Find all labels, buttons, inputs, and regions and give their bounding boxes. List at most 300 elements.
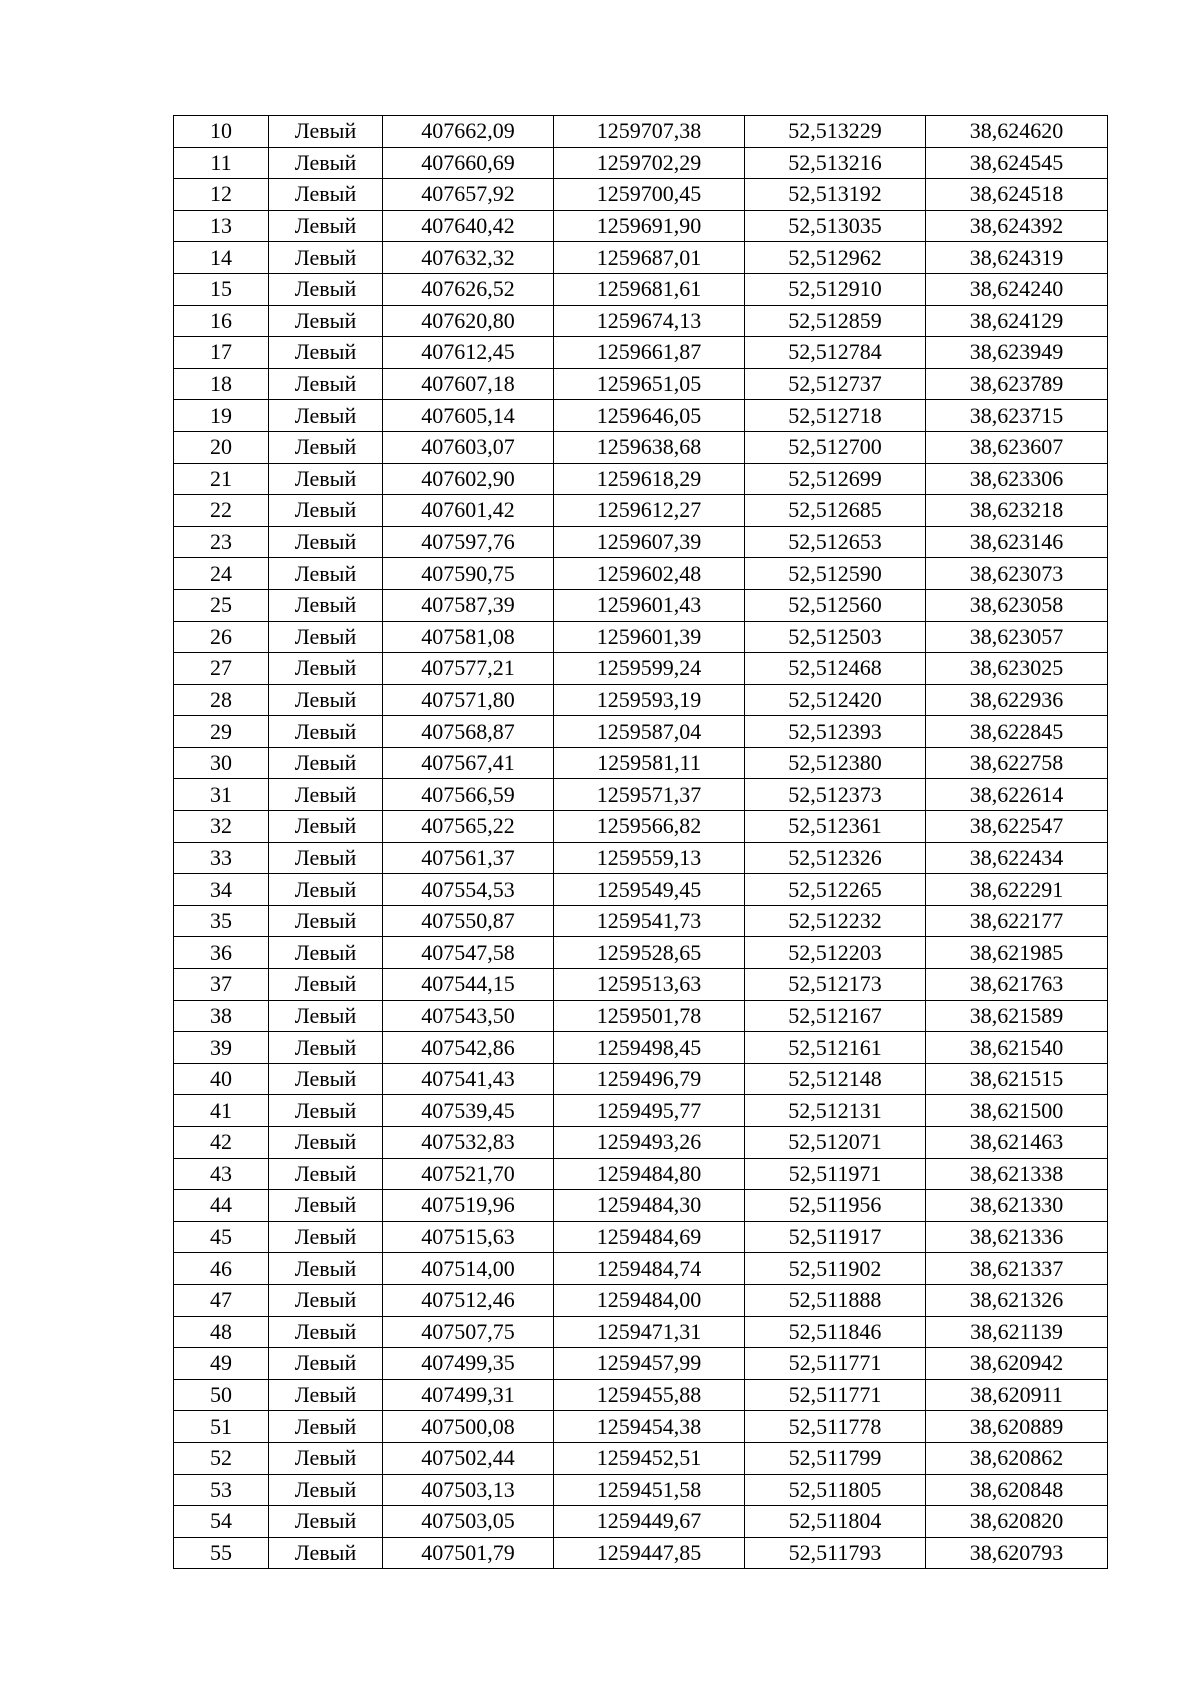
longitude-cell: 38,621500	[926, 1095, 1108, 1127]
point-number-cell: 17	[174, 337, 269, 369]
point-number-cell: 46	[174, 1253, 269, 1285]
table-row	[174, 305, 1108, 337]
point-number-cell: 21	[174, 463, 269, 495]
latitude-cell: 52,512420	[745, 684, 926, 716]
latitude-cell: 52,512910	[745, 273, 926, 305]
longitude-cell: 38,621463	[926, 1127, 1108, 1159]
x-coordinate-cell: 407507,75	[383, 1316, 554, 1348]
point-number-cell: 29	[174, 716, 269, 748]
table-row	[174, 1537, 1108, 1569]
side-cell: Левый	[269, 905, 383, 937]
table-row	[174, 779, 1108, 811]
side-cell: Левый	[269, 210, 383, 242]
point-number-cell: 42	[174, 1127, 269, 1159]
x-coordinate-cell: 407543,50	[383, 1000, 554, 1032]
point-number-cell: 33	[174, 842, 269, 874]
table-row	[174, 1284, 1108, 1316]
x-coordinate-cell: 407662,09	[383, 116, 554, 148]
side-cell: Левый	[269, 242, 383, 274]
latitude-cell: 52,511793	[745, 1537, 926, 1569]
point-number-cell: 20	[174, 431, 269, 463]
x-coordinate-cell: 407577,21	[383, 653, 554, 685]
point-number-cell: 24	[174, 558, 269, 590]
latitude-cell: 52,512148	[745, 1063, 926, 1095]
longitude-cell: 38,624620	[926, 116, 1108, 148]
table-row	[174, 653, 1108, 685]
longitude-cell: 38,622434	[926, 842, 1108, 874]
table-row	[174, 1411, 1108, 1443]
y-coordinate-cell: 1259691,90	[554, 210, 745, 242]
y-coordinate-cell: 1259449,67	[554, 1506, 745, 1538]
side-cell: Левый	[269, 400, 383, 432]
table-row	[174, 179, 1108, 211]
latitude-cell: 52,511902	[745, 1253, 926, 1285]
longitude-cell: 38,620820	[926, 1506, 1108, 1538]
side-cell: Левый	[269, 1000, 383, 1032]
latitude-cell: 52,511771	[745, 1348, 926, 1380]
side-cell: Левый	[269, 1158, 383, 1190]
side-cell: Левый	[269, 1474, 383, 1506]
latitude-cell: 52,511771	[745, 1379, 926, 1411]
y-coordinate-cell: 1259599,24	[554, 653, 745, 685]
longitude-cell: 38,622936	[926, 684, 1108, 716]
side-cell: Левый	[269, 1348, 383, 1380]
y-coordinate-cell: 1259455,88	[554, 1379, 745, 1411]
latitude-cell: 52,512737	[745, 368, 926, 400]
y-coordinate-cell: 1259457,99	[554, 1348, 745, 1380]
x-coordinate-cell: 407499,35	[383, 1348, 554, 1380]
point-number-cell: 54	[174, 1506, 269, 1538]
table-row	[174, 242, 1108, 274]
table-row	[174, 558, 1108, 590]
side-cell: Левый	[269, 811, 383, 843]
latitude-cell: 52,511971	[745, 1158, 926, 1190]
x-coordinate-cell: 407512,46	[383, 1284, 554, 1316]
side-cell: Левый	[269, 1316, 383, 1348]
x-coordinate-cell: 407607,18	[383, 368, 554, 400]
side-cell: Левый	[269, 1095, 383, 1127]
longitude-cell: 38,621540	[926, 1032, 1108, 1064]
x-coordinate-cell: 407550,87	[383, 905, 554, 937]
longitude-cell: 38,623057	[926, 621, 1108, 653]
longitude-cell: 38,620848	[926, 1474, 1108, 1506]
table-row	[174, 273, 1108, 305]
point-number-cell: 35	[174, 905, 269, 937]
table-row	[174, 1127, 1108, 1159]
side-cell: Левый	[269, 1537, 383, 1569]
side-cell: Левый	[269, 116, 383, 148]
point-number-cell: 37	[174, 969, 269, 1001]
point-number-cell: 38	[174, 1000, 269, 1032]
latitude-cell: 52,511805	[745, 1474, 926, 1506]
latitude-cell: 52,513229	[745, 116, 926, 148]
x-coordinate-cell: 407566,59	[383, 779, 554, 811]
point-number-cell: 31	[174, 779, 269, 811]
y-coordinate-cell: 1259484,30	[554, 1190, 745, 1222]
x-coordinate-cell: 407605,14	[383, 400, 554, 432]
y-coordinate-cell: 1259581,11	[554, 747, 745, 779]
point-number-cell: 26	[174, 621, 269, 653]
latitude-cell: 52,512784	[745, 337, 926, 369]
y-coordinate-cell: 1259452,51	[554, 1442, 745, 1474]
side-cell: Левый	[269, 179, 383, 211]
side-cell: Левый	[269, 969, 383, 1001]
latitude-cell: 52,512203	[745, 937, 926, 969]
latitude-cell: 52,512326	[745, 842, 926, 874]
point-number-cell: 10	[174, 116, 269, 148]
side-cell: Левый	[269, 589, 383, 621]
y-coordinate-cell: 1259495,77	[554, 1095, 745, 1127]
side-cell: Левый	[269, 526, 383, 558]
table-row	[174, 589, 1108, 621]
point-number-cell: 15	[174, 273, 269, 305]
x-coordinate-cell: 407547,58	[383, 937, 554, 969]
x-coordinate-cell: 407626,52	[383, 273, 554, 305]
latitude-cell: 52,512468	[745, 653, 926, 685]
point-number-cell: 36	[174, 937, 269, 969]
point-number-cell: 28	[174, 684, 269, 716]
x-coordinate-cell: 407590,75	[383, 558, 554, 590]
latitude-cell: 52,511956	[745, 1190, 926, 1222]
point-number-cell: 39	[174, 1032, 269, 1064]
point-number-cell: 30	[174, 747, 269, 779]
longitude-cell: 38,624129	[926, 305, 1108, 337]
y-coordinate-cell: 1259681,61	[554, 273, 745, 305]
x-coordinate-cell: 407514,00	[383, 1253, 554, 1285]
x-coordinate-cell: 407602,90	[383, 463, 554, 495]
table-row	[174, 1221, 1108, 1253]
latitude-cell: 52,511804	[745, 1506, 926, 1538]
longitude-cell: 38,623218	[926, 495, 1108, 527]
point-number-cell: 16	[174, 305, 269, 337]
x-coordinate-cell: 407603,07	[383, 431, 554, 463]
latitude-cell: 52,512653	[745, 526, 926, 558]
latitude-cell: 52,512503	[745, 621, 926, 653]
latitude-cell: 52,512393	[745, 716, 926, 748]
x-coordinate-cell: 407501,79	[383, 1537, 554, 1569]
table-row	[174, 842, 1108, 874]
longitude-cell: 38,621330	[926, 1190, 1108, 1222]
latitude-cell: 52,511888	[745, 1284, 926, 1316]
longitude-cell: 38,622291	[926, 874, 1108, 906]
table-row	[174, 937, 1108, 969]
x-coordinate-cell: 407587,39	[383, 589, 554, 621]
table-row	[174, 431, 1108, 463]
latitude-cell: 52,512071	[745, 1127, 926, 1159]
longitude-cell: 38,623146	[926, 526, 1108, 558]
x-coordinate-cell: 407503,13	[383, 1474, 554, 1506]
latitude-cell: 52,511917	[745, 1221, 926, 1253]
longitude-cell: 38,624319	[926, 242, 1108, 274]
side-cell: Левый	[269, 147, 383, 179]
point-number-cell: 40	[174, 1063, 269, 1095]
longitude-cell: 38,623306	[926, 463, 1108, 495]
x-coordinate-cell: 407581,08	[383, 621, 554, 653]
y-coordinate-cell: 1259687,01	[554, 242, 745, 274]
longitude-cell: 38,621763	[926, 969, 1108, 1001]
y-coordinate-cell: 1259646,05	[554, 400, 745, 432]
longitude-cell: 38,623949	[926, 337, 1108, 369]
point-number-cell: 44	[174, 1190, 269, 1222]
side-cell: Левый	[269, 779, 383, 811]
x-coordinate-cell: 407567,41	[383, 747, 554, 779]
longitude-cell: 38,623789	[926, 368, 1108, 400]
side-cell: Левый	[269, 874, 383, 906]
side-cell: Левый	[269, 495, 383, 527]
x-coordinate-cell: 407632,32	[383, 242, 554, 274]
side-cell: Левый	[269, 747, 383, 779]
table-row	[174, 1032, 1108, 1064]
latitude-cell: 52,512590	[745, 558, 926, 590]
y-coordinate-cell: 1259700,45	[554, 179, 745, 211]
side-cell: Левый	[269, 937, 383, 969]
point-number-cell: 43	[174, 1158, 269, 1190]
x-coordinate-cell: 407660,69	[383, 147, 554, 179]
table-row	[174, 969, 1108, 1001]
latitude-cell: 52,511778	[745, 1411, 926, 1443]
side-cell: Левый	[269, 1063, 383, 1095]
latitude-cell: 52,512699	[745, 463, 926, 495]
table-row	[174, 368, 1108, 400]
y-coordinate-cell: 1259549,45	[554, 874, 745, 906]
longitude-cell: 38,622758	[926, 747, 1108, 779]
x-coordinate-cell: 407601,42	[383, 495, 554, 527]
latitude-cell: 52,512232	[745, 905, 926, 937]
y-coordinate-cell: 1259484,74	[554, 1253, 745, 1285]
point-number-cell: 25	[174, 589, 269, 621]
longitude-cell: 38,621515	[926, 1063, 1108, 1095]
point-number-cell: 14	[174, 242, 269, 274]
x-coordinate-cell: 407542,86	[383, 1032, 554, 1064]
longitude-cell: 38,624518	[926, 179, 1108, 211]
x-coordinate-cell: 407568,87	[383, 716, 554, 748]
table-row	[174, 1095, 1108, 1127]
longitude-cell: 38,621337	[926, 1253, 1108, 1285]
y-coordinate-cell: 1259651,05	[554, 368, 745, 400]
side-cell: Левый	[269, 1032, 383, 1064]
table-row	[174, 1348, 1108, 1380]
table-row	[174, 210, 1108, 242]
side-cell: Левый	[269, 1190, 383, 1222]
table-row	[174, 1442, 1108, 1474]
table-row	[174, 1379, 1108, 1411]
latitude-cell: 52,513035	[745, 210, 926, 242]
longitude-cell: 38,620942	[926, 1348, 1108, 1380]
side-cell: Левый	[269, 368, 383, 400]
side-cell: Левый	[269, 558, 383, 590]
latitude-cell: 52,512265	[745, 874, 926, 906]
point-number-cell: 50	[174, 1379, 269, 1411]
point-number-cell: 47	[174, 1284, 269, 1316]
x-coordinate-cell: 407544,15	[383, 969, 554, 1001]
point-number-cell: 18	[174, 368, 269, 400]
latitude-cell: 52,511846	[745, 1316, 926, 1348]
x-coordinate-cell: 407503,05	[383, 1506, 554, 1538]
y-coordinate-cell: 1259566,82	[554, 811, 745, 843]
y-coordinate-cell: 1259661,87	[554, 337, 745, 369]
point-number-cell: 52	[174, 1442, 269, 1474]
point-number-cell: 51	[174, 1411, 269, 1443]
x-coordinate-cell: 407515,63	[383, 1221, 554, 1253]
x-coordinate-cell: 407657,92	[383, 179, 554, 211]
table-row	[174, 874, 1108, 906]
y-coordinate-cell: 1259707,38	[554, 116, 745, 148]
side-cell: Левый	[269, 463, 383, 495]
latitude-cell: 52,512373	[745, 779, 926, 811]
coordinates-table	[173, 115, 1108, 1569]
side-cell: Левый	[269, 273, 383, 305]
longitude-cell: 38,621139	[926, 1316, 1108, 1348]
side-cell: Левый	[269, 1221, 383, 1253]
table-row	[174, 1253, 1108, 1285]
latitude-cell: 52,513216	[745, 147, 926, 179]
side-cell: Левый	[269, 653, 383, 685]
latitude-cell: 52,512859	[745, 305, 926, 337]
x-coordinate-cell: 407499,31	[383, 1379, 554, 1411]
y-coordinate-cell: 1259601,43	[554, 589, 745, 621]
side-cell: Левый	[269, 1284, 383, 1316]
side-cell: Левый	[269, 1127, 383, 1159]
x-coordinate-cell: 407571,80	[383, 684, 554, 716]
longitude-cell: 38,621336	[926, 1221, 1108, 1253]
longitude-cell: 38,620889	[926, 1411, 1108, 1443]
latitude-cell: 52,512685	[745, 495, 926, 527]
x-coordinate-cell: 407597,76	[383, 526, 554, 558]
point-number-cell: 12	[174, 179, 269, 211]
table-row	[174, 463, 1108, 495]
y-coordinate-cell: 1259513,63	[554, 969, 745, 1001]
point-number-cell: 22	[174, 495, 269, 527]
x-coordinate-cell: 407620,80	[383, 305, 554, 337]
longitude-cell: 38,623025	[926, 653, 1108, 685]
y-coordinate-cell: 1259501,78	[554, 1000, 745, 1032]
table-row	[174, 1474, 1108, 1506]
side-cell: Левый	[269, 305, 383, 337]
y-coordinate-cell: 1259528,65	[554, 937, 745, 969]
table-row	[174, 1506, 1108, 1538]
side-cell: Левый	[269, 1506, 383, 1538]
y-coordinate-cell: 1259451,58	[554, 1474, 745, 1506]
x-coordinate-cell: 407539,45	[383, 1095, 554, 1127]
point-number-cell: 48	[174, 1316, 269, 1348]
y-coordinate-cell: 1259559,13	[554, 842, 745, 874]
y-coordinate-cell: 1259612,27	[554, 495, 745, 527]
side-cell: Левый	[269, 842, 383, 874]
latitude-cell: 52,512700	[745, 431, 926, 463]
side-cell: Левый	[269, 621, 383, 653]
y-coordinate-cell: 1259484,00	[554, 1284, 745, 1316]
longitude-cell: 38,623058	[926, 589, 1108, 621]
latitude-cell: 52,512380	[745, 747, 926, 779]
point-number-cell: 11	[174, 147, 269, 179]
y-coordinate-cell: 1259493,26	[554, 1127, 745, 1159]
point-number-cell: 34	[174, 874, 269, 906]
x-coordinate-cell: 407565,22	[383, 811, 554, 843]
longitude-cell: 38,620862	[926, 1442, 1108, 1474]
point-number-cell: 32	[174, 811, 269, 843]
side-cell: Левый	[269, 716, 383, 748]
y-coordinate-cell: 1259496,79	[554, 1063, 745, 1095]
longitude-cell: 38,624392	[926, 210, 1108, 242]
table-row	[174, 526, 1108, 558]
table-row	[174, 1063, 1108, 1095]
side-cell: Левый	[269, 684, 383, 716]
side-cell: Левый	[269, 337, 383, 369]
x-coordinate-cell: 407640,42	[383, 210, 554, 242]
point-number-cell: 55	[174, 1537, 269, 1569]
table-row	[174, 747, 1108, 779]
table-row	[174, 1316, 1108, 1348]
latitude-cell: 52,512361	[745, 811, 926, 843]
table-row	[174, 400, 1108, 432]
latitude-cell: 52,512718	[745, 400, 926, 432]
latitude-cell: 52,511799	[745, 1442, 926, 1474]
point-number-cell: 45	[174, 1221, 269, 1253]
coordinates-table-body	[174, 116, 1108, 1569]
x-coordinate-cell: 407541,43	[383, 1063, 554, 1095]
y-coordinate-cell: 1259587,04	[554, 716, 745, 748]
longitude-cell: 38,623715	[926, 400, 1108, 432]
longitude-cell: 38,621326	[926, 1284, 1108, 1316]
latitude-cell: 52,512161	[745, 1032, 926, 1064]
table-row	[174, 1000, 1108, 1032]
table-row	[174, 716, 1108, 748]
y-coordinate-cell: 1259484,80	[554, 1158, 745, 1190]
point-number-cell: 53	[174, 1474, 269, 1506]
y-coordinate-cell: 1259618,29	[554, 463, 745, 495]
longitude-cell: 38,622845	[926, 716, 1108, 748]
y-coordinate-cell: 1259447,85	[554, 1537, 745, 1569]
y-coordinate-cell: 1259602,48	[554, 558, 745, 590]
x-coordinate-cell: 407554,53	[383, 874, 554, 906]
point-number-cell: 27	[174, 653, 269, 685]
x-coordinate-cell: 407500,08	[383, 1411, 554, 1443]
x-coordinate-cell: 407521,70	[383, 1158, 554, 1190]
latitude-cell: 52,512131	[745, 1095, 926, 1127]
y-coordinate-cell: 1259484,69	[554, 1221, 745, 1253]
longitude-cell: 38,622614	[926, 779, 1108, 811]
longitude-cell: 38,620911	[926, 1379, 1108, 1411]
y-coordinate-cell: 1259601,39	[554, 621, 745, 653]
y-coordinate-cell: 1259593,19	[554, 684, 745, 716]
table-row	[174, 621, 1108, 653]
longitude-cell: 38,623607	[926, 431, 1108, 463]
longitude-cell: 38,622547	[926, 811, 1108, 843]
y-coordinate-cell: 1259702,29	[554, 147, 745, 179]
longitude-cell: 38,620793	[926, 1537, 1108, 1569]
point-number-cell: 41	[174, 1095, 269, 1127]
y-coordinate-cell: 1259498,45	[554, 1032, 745, 1064]
x-coordinate-cell: 407502,44	[383, 1442, 554, 1474]
table-row	[174, 811, 1108, 843]
table-row	[174, 116, 1108, 148]
longitude-cell: 38,623073	[926, 558, 1108, 590]
side-cell: Левый	[269, 1379, 383, 1411]
point-number-cell: 19	[174, 400, 269, 432]
longitude-cell: 38,624545	[926, 147, 1108, 179]
longitude-cell: 38,621985	[926, 937, 1108, 969]
table-row	[174, 684, 1108, 716]
latitude-cell: 52,513192	[745, 179, 926, 211]
longitude-cell: 38,621338	[926, 1158, 1108, 1190]
longitude-cell: 38,622177	[926, 905, 1108, 937]
table-row	[174, 337, 1108, 369]
latitude-cell: 52,512173	[745, 969, 926, 1001]
y-coordinate-cell: 1259571,37	[554, 779, 745, 811]
y-coordinate-cell: 1259607,39	[554, 526, 745, 558]
point-number-cell: 23	[174, 526, 269, 558]
x-coordinate-cell: 407519,96	[383, 1190, 554, 1222]
